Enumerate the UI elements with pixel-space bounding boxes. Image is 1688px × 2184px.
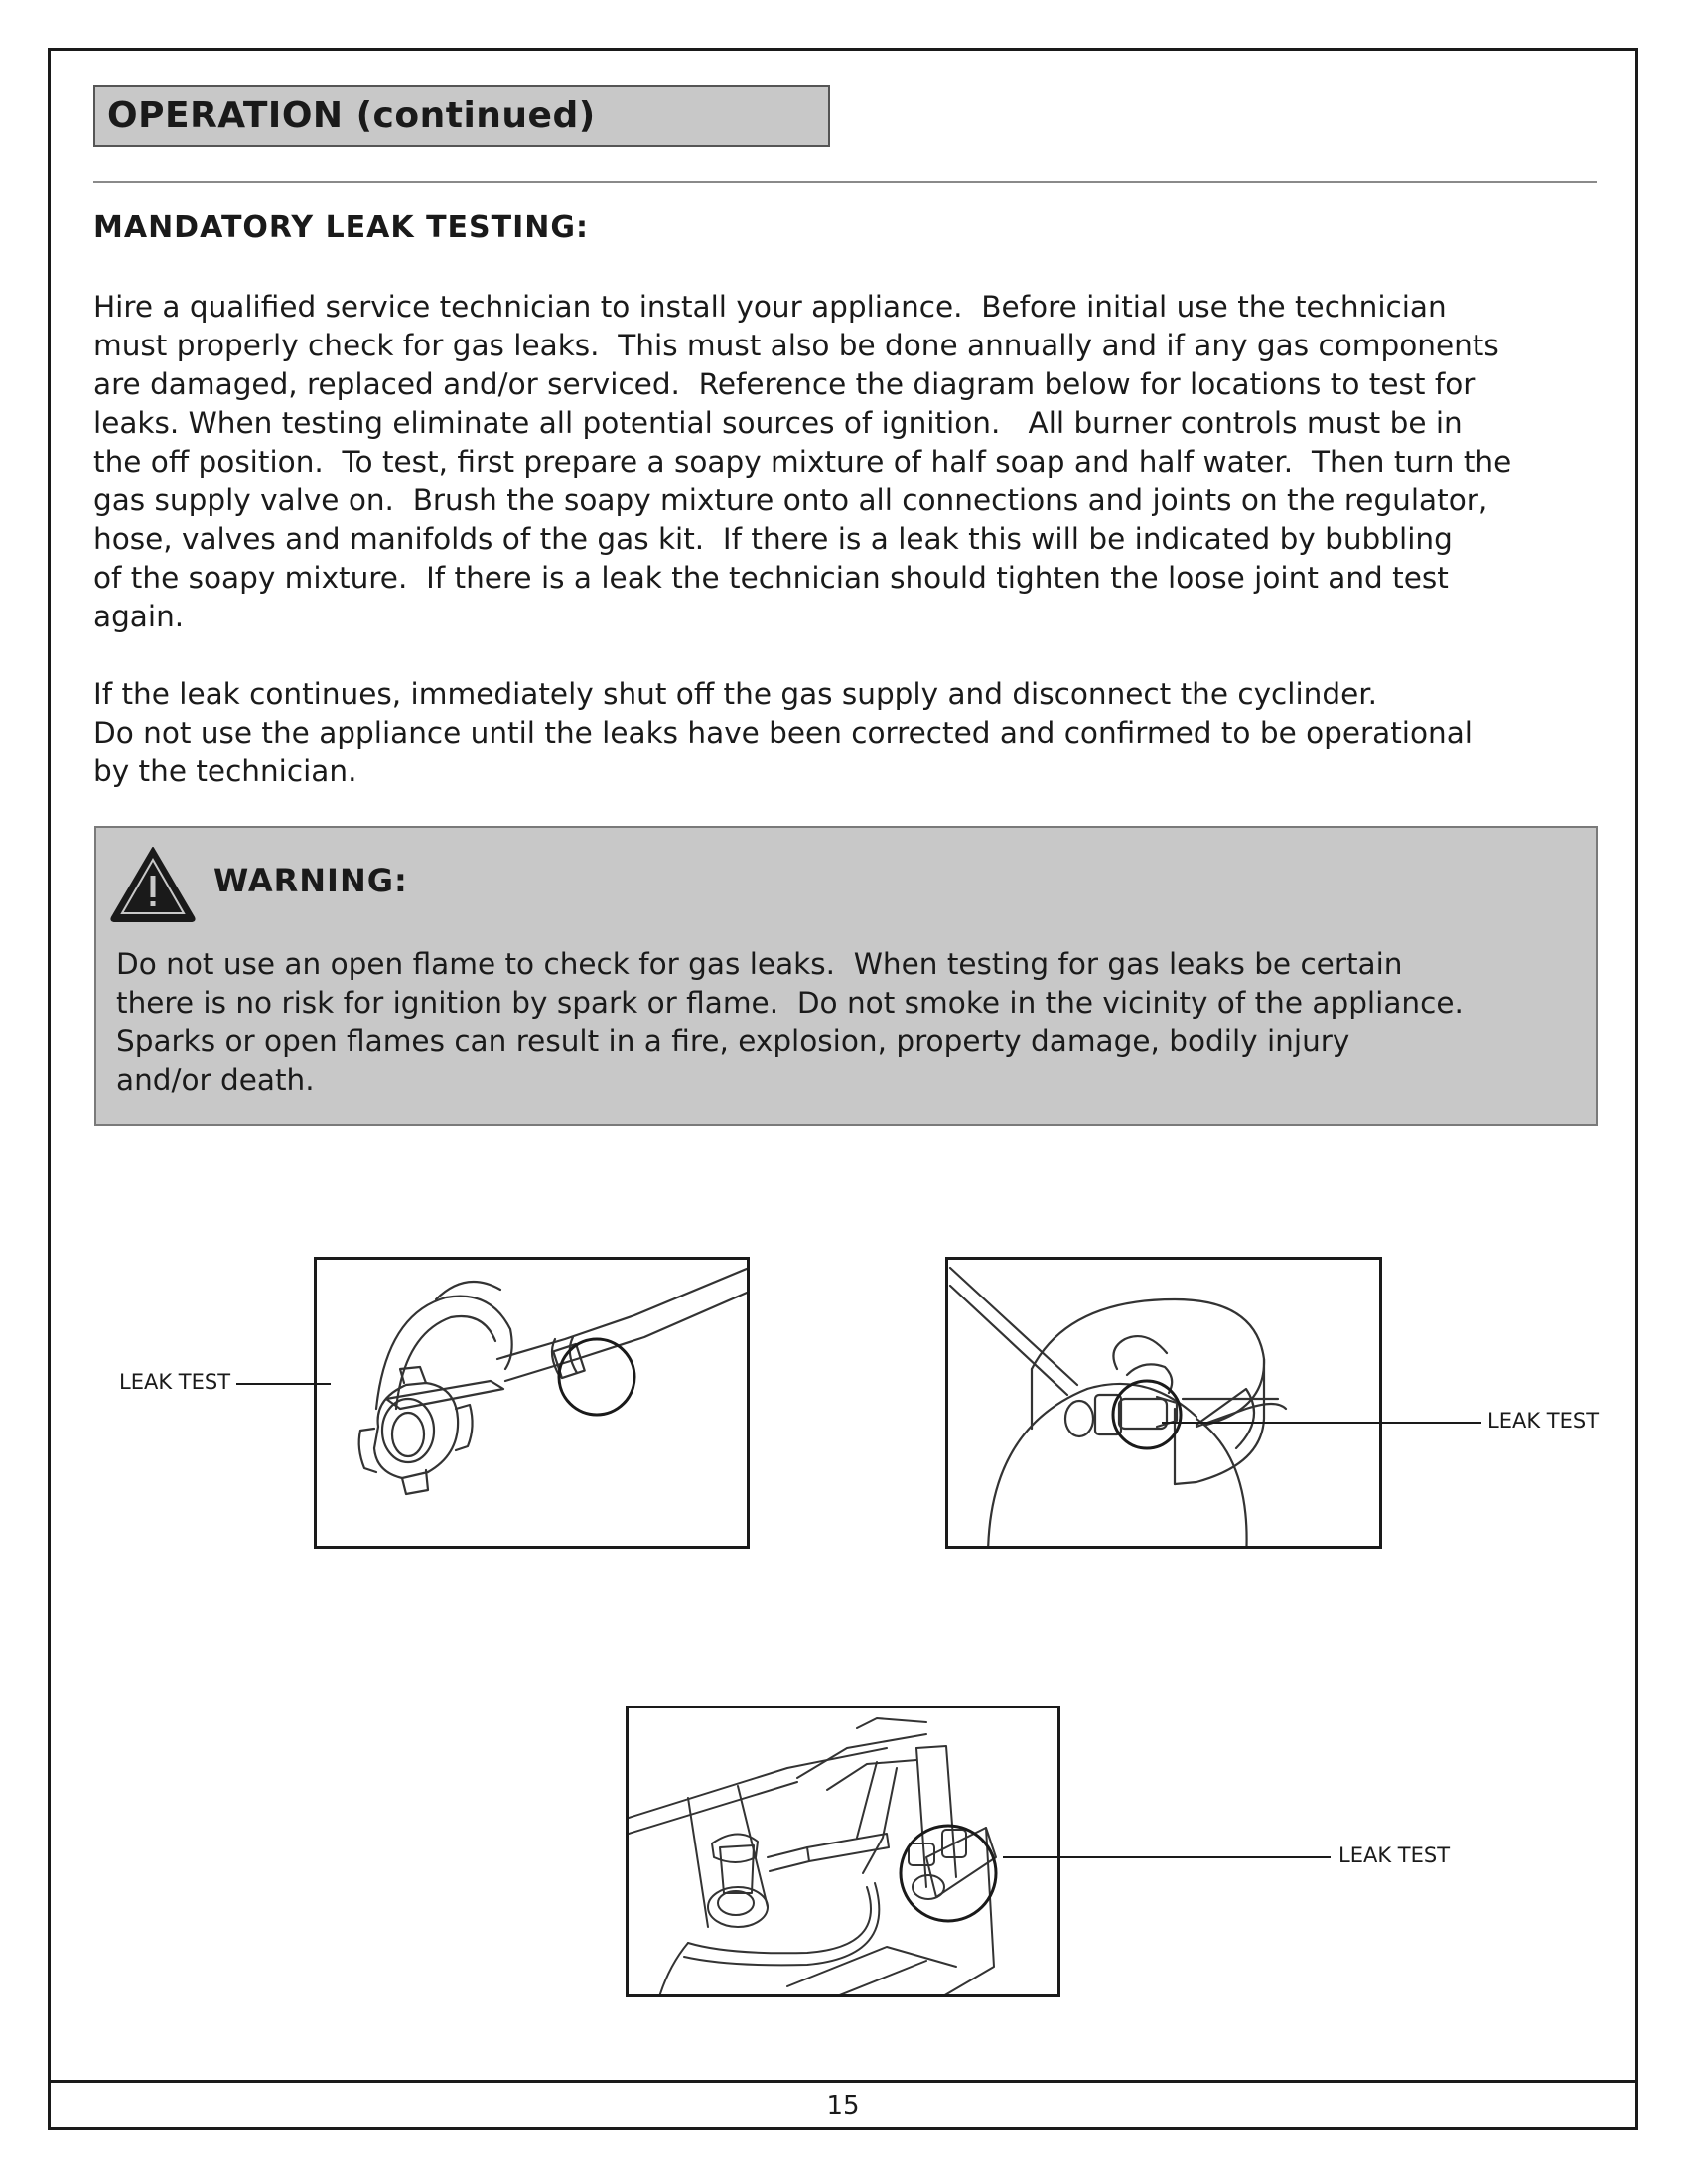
leak-continues-instructions: If the leak continues, immediately shut off the gas supply and disconnect the cyclinder. Do not use the appliance until the leaks have been corrected and confirmed to be operational by the technician. [93, 677, 1474, 788]
leader-line [236, 1383, 331, 1385]
leader-line [1003, 1856, 1331, 1858]
leak-test-label: LEAK TEST [1338, 1843, 1451, 1867]
manifold-valve-illustration [629, 1708, 1060, 1997]
warning-box [94, 826, 1598, 1126]
warning-triangle-icon [108, 844, 198, 923]
regulator-hose-diagram [314, 1257, 750, 1549]
leak-testing-heading: MANDATORY LEAK TESTING: [93, 210, 590, 245]
page-number: 15 [826, 2091, 860, 2120]
section-title: OPERATION (continued) [107, 95, 596, 136]
leak-test-label: LEAK TEST [119, 1370, 231, 1394]
leak-test-label: LEAK TEST [1487, 1409, 1600, 1433]
regulator-hose-illustration [317, 1260, 750, 1549]
leak-testing-instructions: Hire a qualified service technician to install your appliance. Before initial use the technician must properly check for gas leaks. This must also be done annually and if any gas components are damaged, replaced and/or serviced. Reference the diagram below for locations to test for leaks. When testing eliminate all potential sources of ignition. All burner controls must be in the off position. To test, first prepare a soapy mixture of half soap and half water. Then turn the gas supply valve on. Brush the soapy mixture onto all connections and joints on the regulator, hose, valves and manifolds of the gas kit. If there is a leak this will be indicated by bubbling of the soapy mixture. If there is a leak the technician should tighten the loose joint and test again. [93, 290, 1512, 633]
warning-title: WARNING: [213, 862, 408, 899]
warning-text: Do not use an open flame to check for gas leaks. When testing for gas leaks be certain there is no risk for ignition by spark or flame. Do not smoke in the vicinity of the appliance. Sparks or open flames can result in a fire, explosion, property damage, bodily injury and/or death. [116, 947, 1464, 1097]
manifold-valve-diagram [626, 1706, 1060, 1997]
section-banner [93, 85, 830, 147]
cylinder-valve-diagram [945, 1257, 1382, 1549]
leader-line [1162, 1422, 1481, 1424]
footer-divider [48, 2080, 1638, 2083]
header-divider [93, 181, 1597, 183]
cylinder-valve-illustration [948, 1260, 1382, 1549]
